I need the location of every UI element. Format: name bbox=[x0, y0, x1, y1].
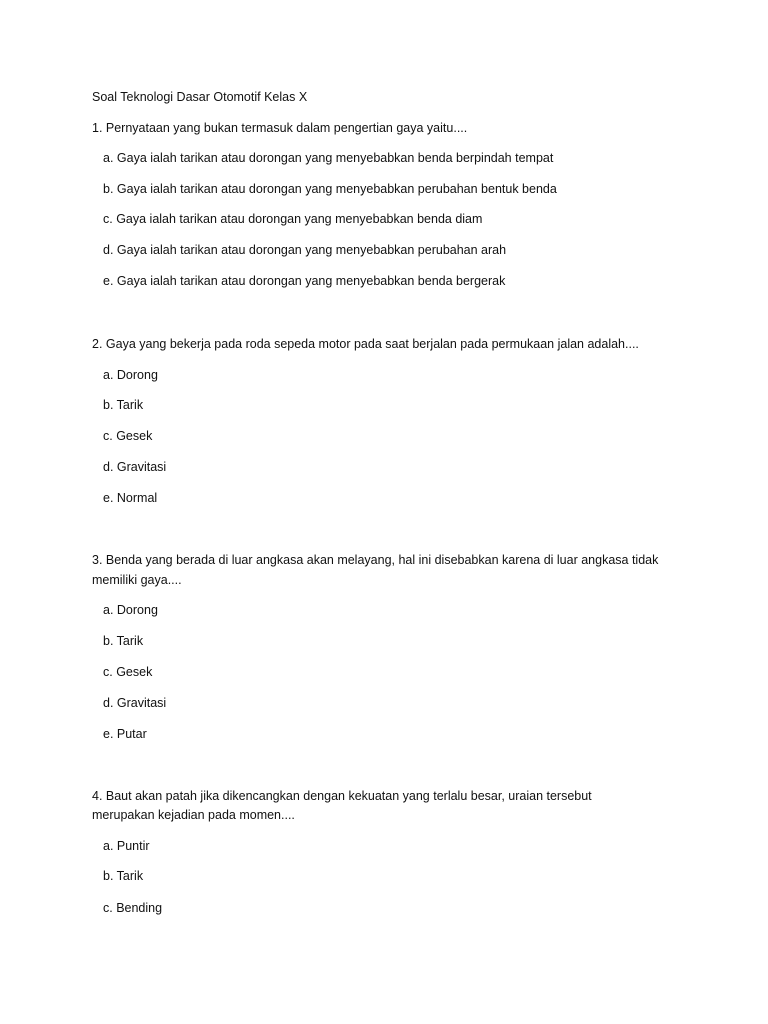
question-3-option-a: a. Dorong bbox=[103, 603, 158, 617]
question-4-text-line-2: merupakan kejadian pada momen.... bbox=[92, 808, 295, 822]
question-3-option-c: c. Gesek bbox=[103, 665, 153, 679]
question-3-text-line-1: 3. Benda yang berada di luar angkasa akan melayang, hal ini disebabkan karena di luar angkasa tidak bbox=[92, 553, 659, 567]
question-3-option-b: b. Tarik bbox=[103, 634, 144, 648]
document-title: Soal Teknologi Dasar Otomotif Kelas X bbox=[92, 90, 308, 104]
question-4-option-a: a. Puntir bbox=[103, 839, 150, 853]
question-2-text: 2. Gaya yang bekerja pada roda sepeda motor pada saat berjalan pada permukaan jalan adalah.... bbox=[92, 337, 639, 351]
question-2-option-a: a. Dorong bbox=[103, 368, 158, 382]
question-3-option-e: e. Putar bbox=[103, 727, 147, 741]
question-1-option-e: e. Gaya ialah tarikan atau dorongan yang menyebabkan benda bergerak bbox=[103, 274, 506, 288]
question-2-option-b: b. Tarik bbox=[103, 398, 144, 412]
question-4-option-c: c. Bending bbox=[103, 901, 163, 915]
question-1-text: 1. Pernyataan yang bukan termasuk dalam pengertian gaya yaitu.... bbox=[92, 121, 468, 135]
question-4-option-b: b. Tarik bbox=[103, 869, 144, 883]
question-1-option-b: b. Gaya ialah tarikan atau dorongan yang menyebabkan perubahan bentuk benda bbox=[103, 182, 557, 196]
question-4-text-line-1: 4. Baut akan patah jika dikencangkan dengan kekuatan yang terlalu besar, uraian tersebut bbox=[92, 789, 592, 803]
question-2-option-d: d. Gravitasi bbox=[103, 460, 167, 474]
question-1-option-d: d. Gaya ialah tarikan atau dorongan yang menyebabkan perubahan arah bbox=[103, 243, 507, 257]
question-1-option-a: a. Gaya ialah tarikan atau dorongan yang menyebabkan benda berpindah tempat bbox=[103, 151, 554, 165]
question-3-option-d: d. Gravitasi bbox=[103, 696, 167, 710]
question-3-text-line-2: memiliki gaya.... bbox=[92, 573, 182, 587]
question-2-option-e: e. Normal bbox=[103, 491, 158, 505]
question-1-option-c: c. Gaya ialah tarikan atau dorongan yang menyebabkan benda diam bbox=[103, 212, 483, 226]
question-2-option-c: c. Gesek bbox=[103, 429, 153, 443]
